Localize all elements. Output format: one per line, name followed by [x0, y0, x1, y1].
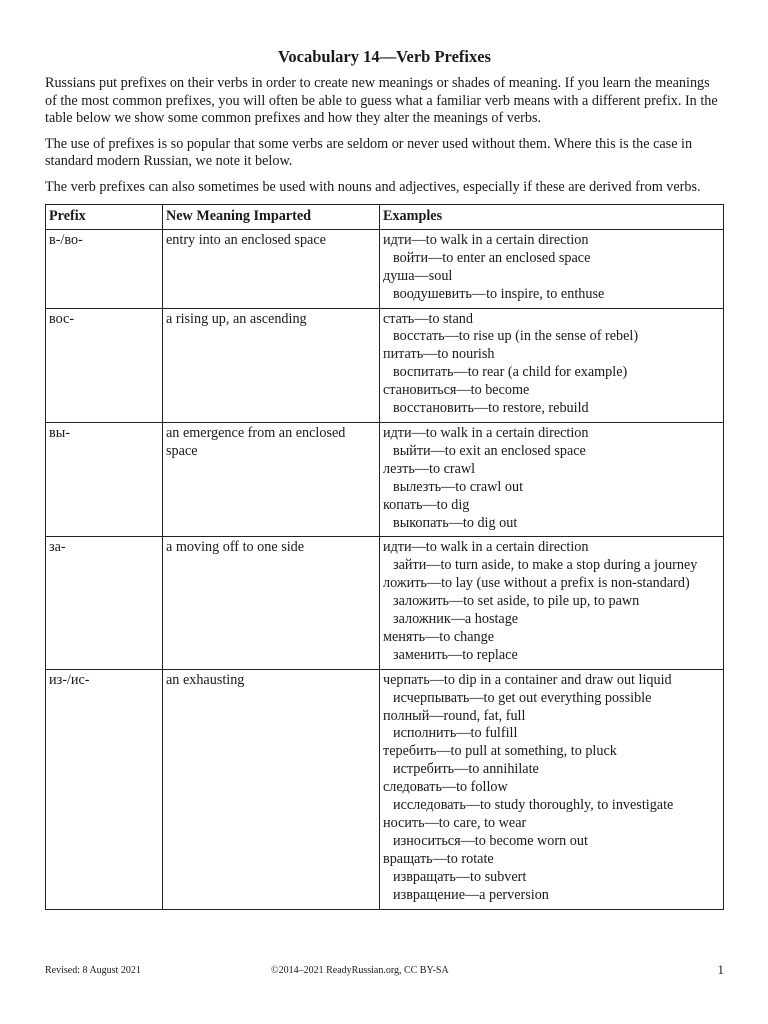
meaning-cell: entry into an enclosed space [163, 229, 380, 308]
meaning-cell: an emergence from an enclosed space [163, 422, 380, 536]
derived-word-example: выкопать—to dig out [393, 514, 518, 531]
base-word-example: полный—round, fat, full [383, 707, 526, 724]
revised-date: Revised: 8 August 2021 [45, 965, 141, 976]
base-word-example: душа—soul [383, 267, 453, 284]
table-row [46, 308, 724, 422]
prefix-table [45, 204, 724, 910]
base-word-example: стать—to stand [383, 310, 473, 327]
table-body [46, 229, 724, 909]
derived-word-example: извращать—to subvert [393, 868, 527, 885]
base-word-example: лезть—to crawl [383, 460, 476, 477]
page-footer [45, 962, 724, 978]
column-header-meaning: New Meaning Imparted [163, 205, 380, 230]
derived-word-example: выйти—to exit an enclosed space [393, 442, 586, 459]
derived-word-example: истребить—to annihilate [393, 761, 539, 778]
column-header-prefix: Prefix [46, 205, 163, 230]
derived-word-example: заложить—to set aside, to pile up, to pawn [393, 593, 640, 610]
prefix-cell: вы- [46, 422, 163, 536]
base-word-example: ложить—to lay (use without a prefix is non-standard) [383, 575, 690, 592]
meaning-cell: an exhausting [163, 669, 380, 909]
prefix-cell: вос- [46, 308, 163, 422]
base-word-example: следовать—to follow [383, 779, 508, 796]
table-row [46, 669, 724, 909]
usage-paragraph: The use of prefixes is so popular that some verbs are seldom or never used without them. Where this is the case in standard modern Russian, we note it below. [45, 135, 693, 169]
base-word-example: вращать—to rotate [383, 850, 494, 867]
derived-word-example: исчерпывать—to get out everything possible [393, 689, 652, 706]
derived-word-example: износиться—to become worn out [393, 832, 588, 849]
base-word-example: копать—to dig [383, 496, 470, 513]
table-row [46, 422, 724, 536]
base-word-example: идти—to walk in a certain direction [383, 539, 589, 556]
base-word-example: становиться—to become [383, 382, 530, 399]
derived-word-example: исследовать—to study thoroughly, to investigate [393, 797, 674, 814]
page-title: Vocabulary 14—Verb Prefixes [278, 47, 491, 66]
derived-word-example: вылезть—to crawl out [393, 478, 524, 495]
derived-word-example: исполнить—to fulfill [393, 725, 518, 742]
base-word-example: носить—to care, to wear [383, 815, 527, 831]
prefix-cell: за- [46, 537, 163, 669]
table-row [46, 537, 724, 669]
derived-word-example: восстановить—to restore, rebuild [393, 400, 589, 417]
base-word-example: питать—to nourish [383, 346, 495, 363]
table-row [46, 229, 724, 308]
nouns-adjectives-paragraph: The verb prefixes can also sometimes be used with nouns and adjectives, especially if these are derived from verbs. [45, 178, 701, 195]
base-word-example: идти—to walk in a certain direction [383, 231, 589, 248]
derived-word-example: воспитать—to rear (a child for example) [393, 364, 628, 381]
meaning-cell: a rising up, an ascending [163, 308, 380, 422]
base-word-example: теребить—to pull at something, to pluck [383, 743, 617, 760]
derived-word-example: извращение—a perversion [393, 886, 549, 903]
base-word-example: менять—to change [383, 628, 495, 645]
column-header-examples: Examples [380, 205, 724, 230]
intro-paragraph: Russians put prefixes on their verbs in order to create new meanings or shades of meaning. If you learn the meanings of the most common prefixes, you will often be able to guess what a familiar verb means with a different prefix. In the table below we show some common prefixes and how they alter the meanings of verbs. [45, 75, 718, 126]
derived-word-example: зайти—to turn aside, to make a stop during a journey [393, 557, 698, 574]
examples-cell [380, 669, 724, 909]
page-number: 1 [717, 962, 724, 977]
base-word-example: идти—to walk in a certain direction [383, 424, 589, 441]
derived-word-example: войти—to enter an enclosed space [393, 249, 591, 266]
prefix-cell: из-/ис- [46, 669, 163, 909]
examples-cell [380, 308, 724, 422]
document-page [45, 47, 724, 910]
prefix-cell: в-/во- [46, 229, 163, 308]
copyright-notice: ©2014–2021 ReadyRussian.org, CC BY-SA [271, 965, 449, 976]
base-word-example: черпать—to dip in a container and draw out liquid [383, 671, 672, 688]
derived-word-example: заменить—to replace [393, 646, 518, 663]
derived-word-example: заложник—a hostage [393, 611, 519, 628]
examples-cell [380, 229, 724, 308]
meaning-cell: a moving off to one side [163, 537, 380, 669]
examples-cell [380, 422, 724, 536]
examples-cell [380, 537, 724, 669]
derived-word-example: воодушевить—to inspire, to enthuse [393, 285, 605, 302]
derived-word-example: восстать—to rise up (in the sense of rebel) [393, 328, 639, 345]
table-header-row [46, 205, 724, 230]
